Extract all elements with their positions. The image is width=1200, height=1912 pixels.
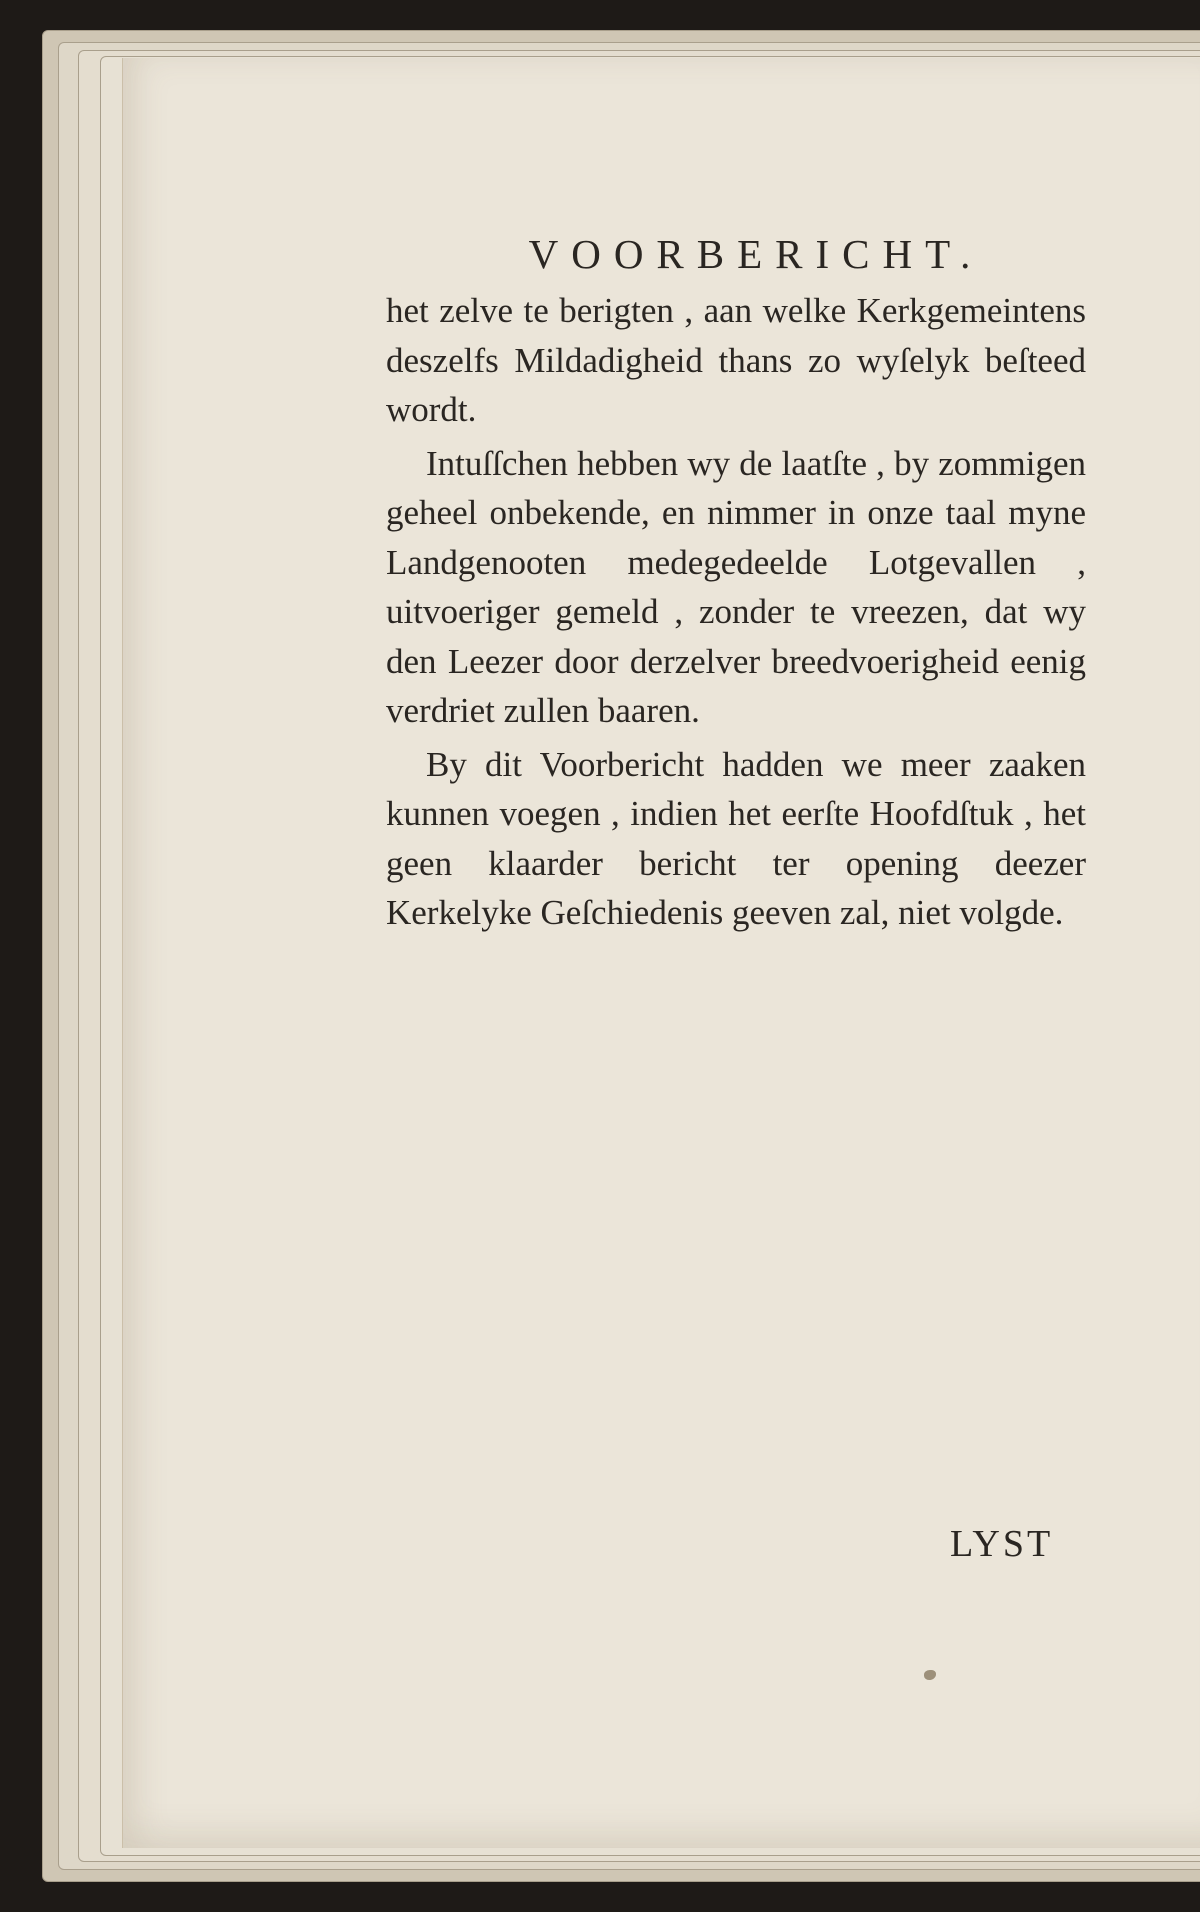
paragraph: het zelve te berigten , aan welke Kerkgemeintens deszelfs Mildadigheid thans zo wyſelyk beſteed wordt. [386, 291, 1086, 429]
paragraph: By dit Voorbericht hadden we meer zaaken kunnen voegen , indien het eerſte Hoofdſtuk , het geen klaarder bericht ter opening deezer Kerkelyke Geſchiedenis geeven zal, niet volgde. [386, 744, 1086, 932]
page-text-block [386, 226, 1086, 938]
paragraph: Intuſſchen hebben wy de laatſte , by zommigen geheel onbekende, en nimmer in onze taal myne Landgenooten medegedeelde Lotgevallen , uitvoeriger gemeld , zonder te vreezen, dat wy den Leezer door derzelver breedvoerigheid eenig verdriet zullen baaren. [386, 443, 1086, 730]
catchword: LYST [950, 1523, 1054, 1565]
running-head: VOORBERICHT. [528, 231, 984, 277]
